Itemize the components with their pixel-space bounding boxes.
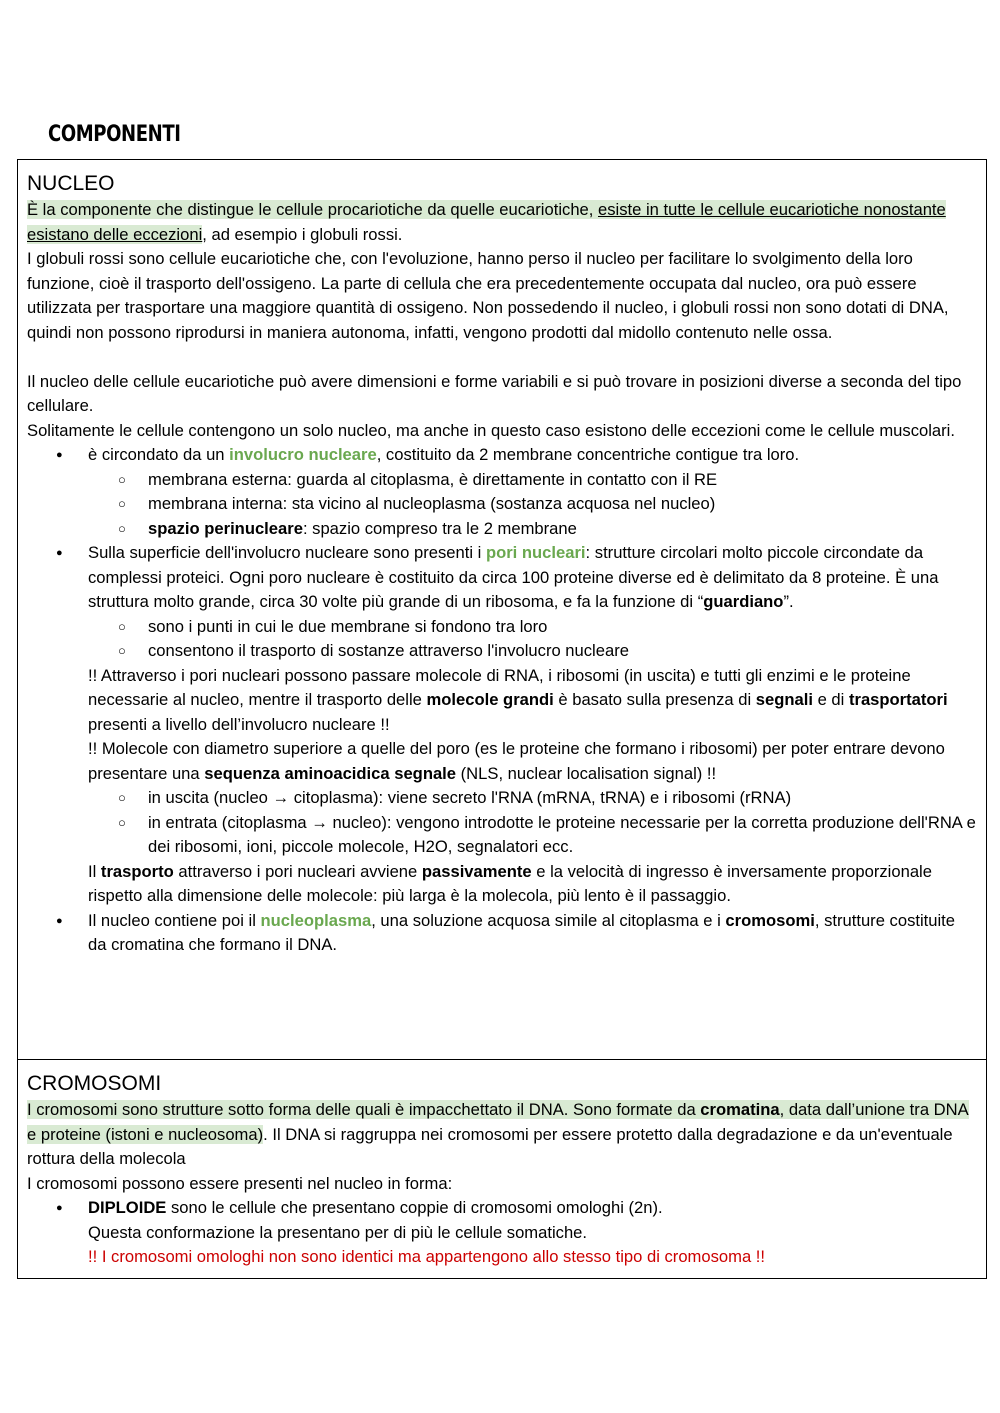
bullet-nucleoplasma (88, 909, 977, 958)
blank-line (27, 345, 977, 370)
text: : spazio compreso tra le 2 membrane (302, 518, 577, 538)
text: Il nucleo contiene poi il (88, 910, 261, 930)
text: presenti a livello dell’involucro nucleare !! (88, 714, 390, 734)
bullet-pori (88, 541, 977, 909)
cromosomi-bullet-list (27, 1196, 977, 1270)
text: : strutture circolari molto piccole circondate da complessi proteici. Ogni poro nucleare è costituito da circa 100 proteine diverse ed è delimitato da 8 proteine. È una struttura molto grande, circa 30 volte più grande di un ribosoma, e fa la funzione di “ (88, 543, 939, 611)
note-nls (88, 737, 977, 786)
keyword-involucro: involucro nucleare (229, 445, 377, 464)
note-passivo (88, 860, 977, 909)
page-title: COMPONENTI (48, 122, 181, 147)
keyword-nucleoplasma: nucleoplasma (260, 910, 372, 930)
bold-term: spazio perinucleare (148, 518, 303, 538)
text: è circondato da un (88, 445, 230, 464)
sub-list-direzioni (88, 786, 977, 860)
intro-highlight-underlined: esiste in tutte le cellule eucariotiche nonostante esistano delle eccezioni (27, 200, 946, 244)
sub-list-pori (88, 615, 977, 664)
bold-term: segnali (755, 690, 813, 709)
sub-item: ○ membrana esterna: guarda al citoplasma, è direttamente in contatto con il RE (148, 468, 977, 493)
nucleo-paragraph-forme: Il nucleo delle cellule eucariotiche può avere dimensioni e forme variabili e si può trovare in posizioni diverse a seconda del tipo cellulare. (27, 371, 962, 415)
bold-term: cromosomi (725, 910, 815, 930)
bullet-involucro (88, 443, 977, 541)
intro-highlight: , data dall’unione tra DNA e proteine (istoni e nucleosoma) (27, 1100, 969, 1144)
nucleo-heading: NUCLEO (27, 172, 115, 195)
nucleo-bullet-list (27, 443, 977, 958)
sub-item: ○ in entrata (citoplasma → nucleo): vengono introdotte le proteine necessarie per la corretta produzione dell'RNA e dei ribosomi, ioni, piccole molecole, H2O, segnalatori ecc. (148, 811, 977, 860)
bold-term: passivamente (421, 861, 532, 881)
text: !! Attraverso i pori nucleari possono passare molecole di RNA, i ribosomi (in uscita) e tutti gli enzimi e le proteine necessarie al nucleo, mentre il trasporto delle (88, 665, 911, 709)
text: e di (812, 690, 849, 709)
bullet-diploide (88, 1196, 977, 1270)
cromosomi-paragraph: I cromosomi possono essere presenti nel nucleo in forma: (27, 1173, 453, 1193)
text: sono le cellule che presentano coppie di cromosomi omologhi (2n). (166, 1198, 663, 1217)
sub-list-involucro (88, 468, 977, 542)
text: (NLS, nuclear localisation signal) !! (456, 763, 717, 783)
bold-term: sequenza aminoacidica segnale (204, 763, 457, 783)
sub-item: ○ consentono il trasporto di sostanze attraverso l'involucro nucleare (148, 639, 977, 664)
bold-term: cromatina (700, 1100, 780, 1119)
text: ”. (783, 592, 794, 611)
cromosomi-cell (18, 1059, 986, 1278)
text: Sulla superficie dell'involucro nucleare sono presenti i (88, 543, 486, 562)
text: , una soluzione acquosa simile al citoplasma e i (371, 910, 726, 930)
sub-item: ○ in uscita (nucleo → citoplasma): viene secreto l'RNA (mRNA, tRNA) e i ribosomi (rRNA) (148, 786, 977, 811)
cromosomi-intro (27, 1098, 977, 1172)
sub-item: ○ membrana interna: sta vicino al nucleoplasma (sostanza acquosa nel nucleo) (148, 492, 977, 517)
bold-term: DIPLOIDE (88, 1198, 167, 1217)
text: attraverso i pori nucleari avviene (173, 861, 422, 881)
nucleo-intro (27, 198, 977, 247)
sub-item: ○ sono i punti in cui le due membrane si fondono tra loro (148, 615, 977, 640)
cromosomi-heading: CROMOSOMI (27, 1072, 162, 1095)
text: , strutture costituite da cromatina che formano il DNA. (88, 910, 956, 954)
note-trasporto (88, 664, 977, 738)
bold-term: guardiano (703, 592, 784, 611)
intro-highlight: I cromosomi sono strutture sotto forma delle quali è impacchettato il DNA. Sono formate da (27, 1100, 701, 1119)
text: , costituito da 2 membrane concentriche contigue tra loro. (376, 445, 800, 464)
bold-term: trasporto (100, 861, 174, 881)
intro-highlight: È la componente che distingue le cellule procariotiche da quelle eucariotiche, (27, 200, 598, 219)
bold-term: trasportatori (848, 690, 948, 709)
nucleo-paragraph-eccezioni: Solitamente le cellule contengono un solo nucleo, ma anche in questo caso esistono delle eccezioni come le cellule muscolari. (27, 420, 955, 440)
text: è basato sulla presenza di (553, 690, 756, 709)
notes-table (17, 159, 987, 1279)
bold-term: molecole grandi (426, 690, 554, 709)
nucleo-paragraph-globuli: I globuli rossi sono cellule eucariotiche che, con l'evoluzione, hanno perso il nucleo per facilitare lo svolgimento della loro funzione, cioè il trasporto dell'ossigeno. La parte di cellula che era precedentemente occupata dal nucleo, ora può essere utilizzata per trasportare una maggiore quantità di ossigeno. Non possedendo il nucleo, i globuli rossi non sono dotati di DNA, quindi non possono riprodursi in maniera autonoma, infatti, vengono prodotti dal midollo contenuto nelle ossa. (27, 249, 949, 342)
diploide-line: Questa conformazione la presentano per di più le cellule somatiche. (88, 1222, 588, 1242)
keyword-pori: pori nucleari (485, 543, 586, 562)
intro-rest: , ad esempio i globuli rossi. (202, 224, 403, 244)
nucleo-cell (18, 160, 986, 1059)
text: . Il DNA si raggruppa nei cromosomi per essere protetto dalla degradazione e da un'eventuale rottura della molecola (27, 1124, 953, 1168)
text: e la velocità di ingresso è inversamente proporzionale rispetto alla dimensione delle molecole: più larga è la molecola, più lento è il passaggio. (88, 861, 932, 905)
sub-item (148, 517, 977, 542)
text: !! Molecole con diametro superiore a quelle del poro (es le proteine che formano i ribosomi) per poter entrare devono presentare una (88, 739, 945, 783)
text: Il (88, 861, 101, 881)
warning-note: !! I cromosomi omologhi non sono identici ma appartengono allo stesso tipo di cromosoma !! (88, 1247, 766, 1266)
